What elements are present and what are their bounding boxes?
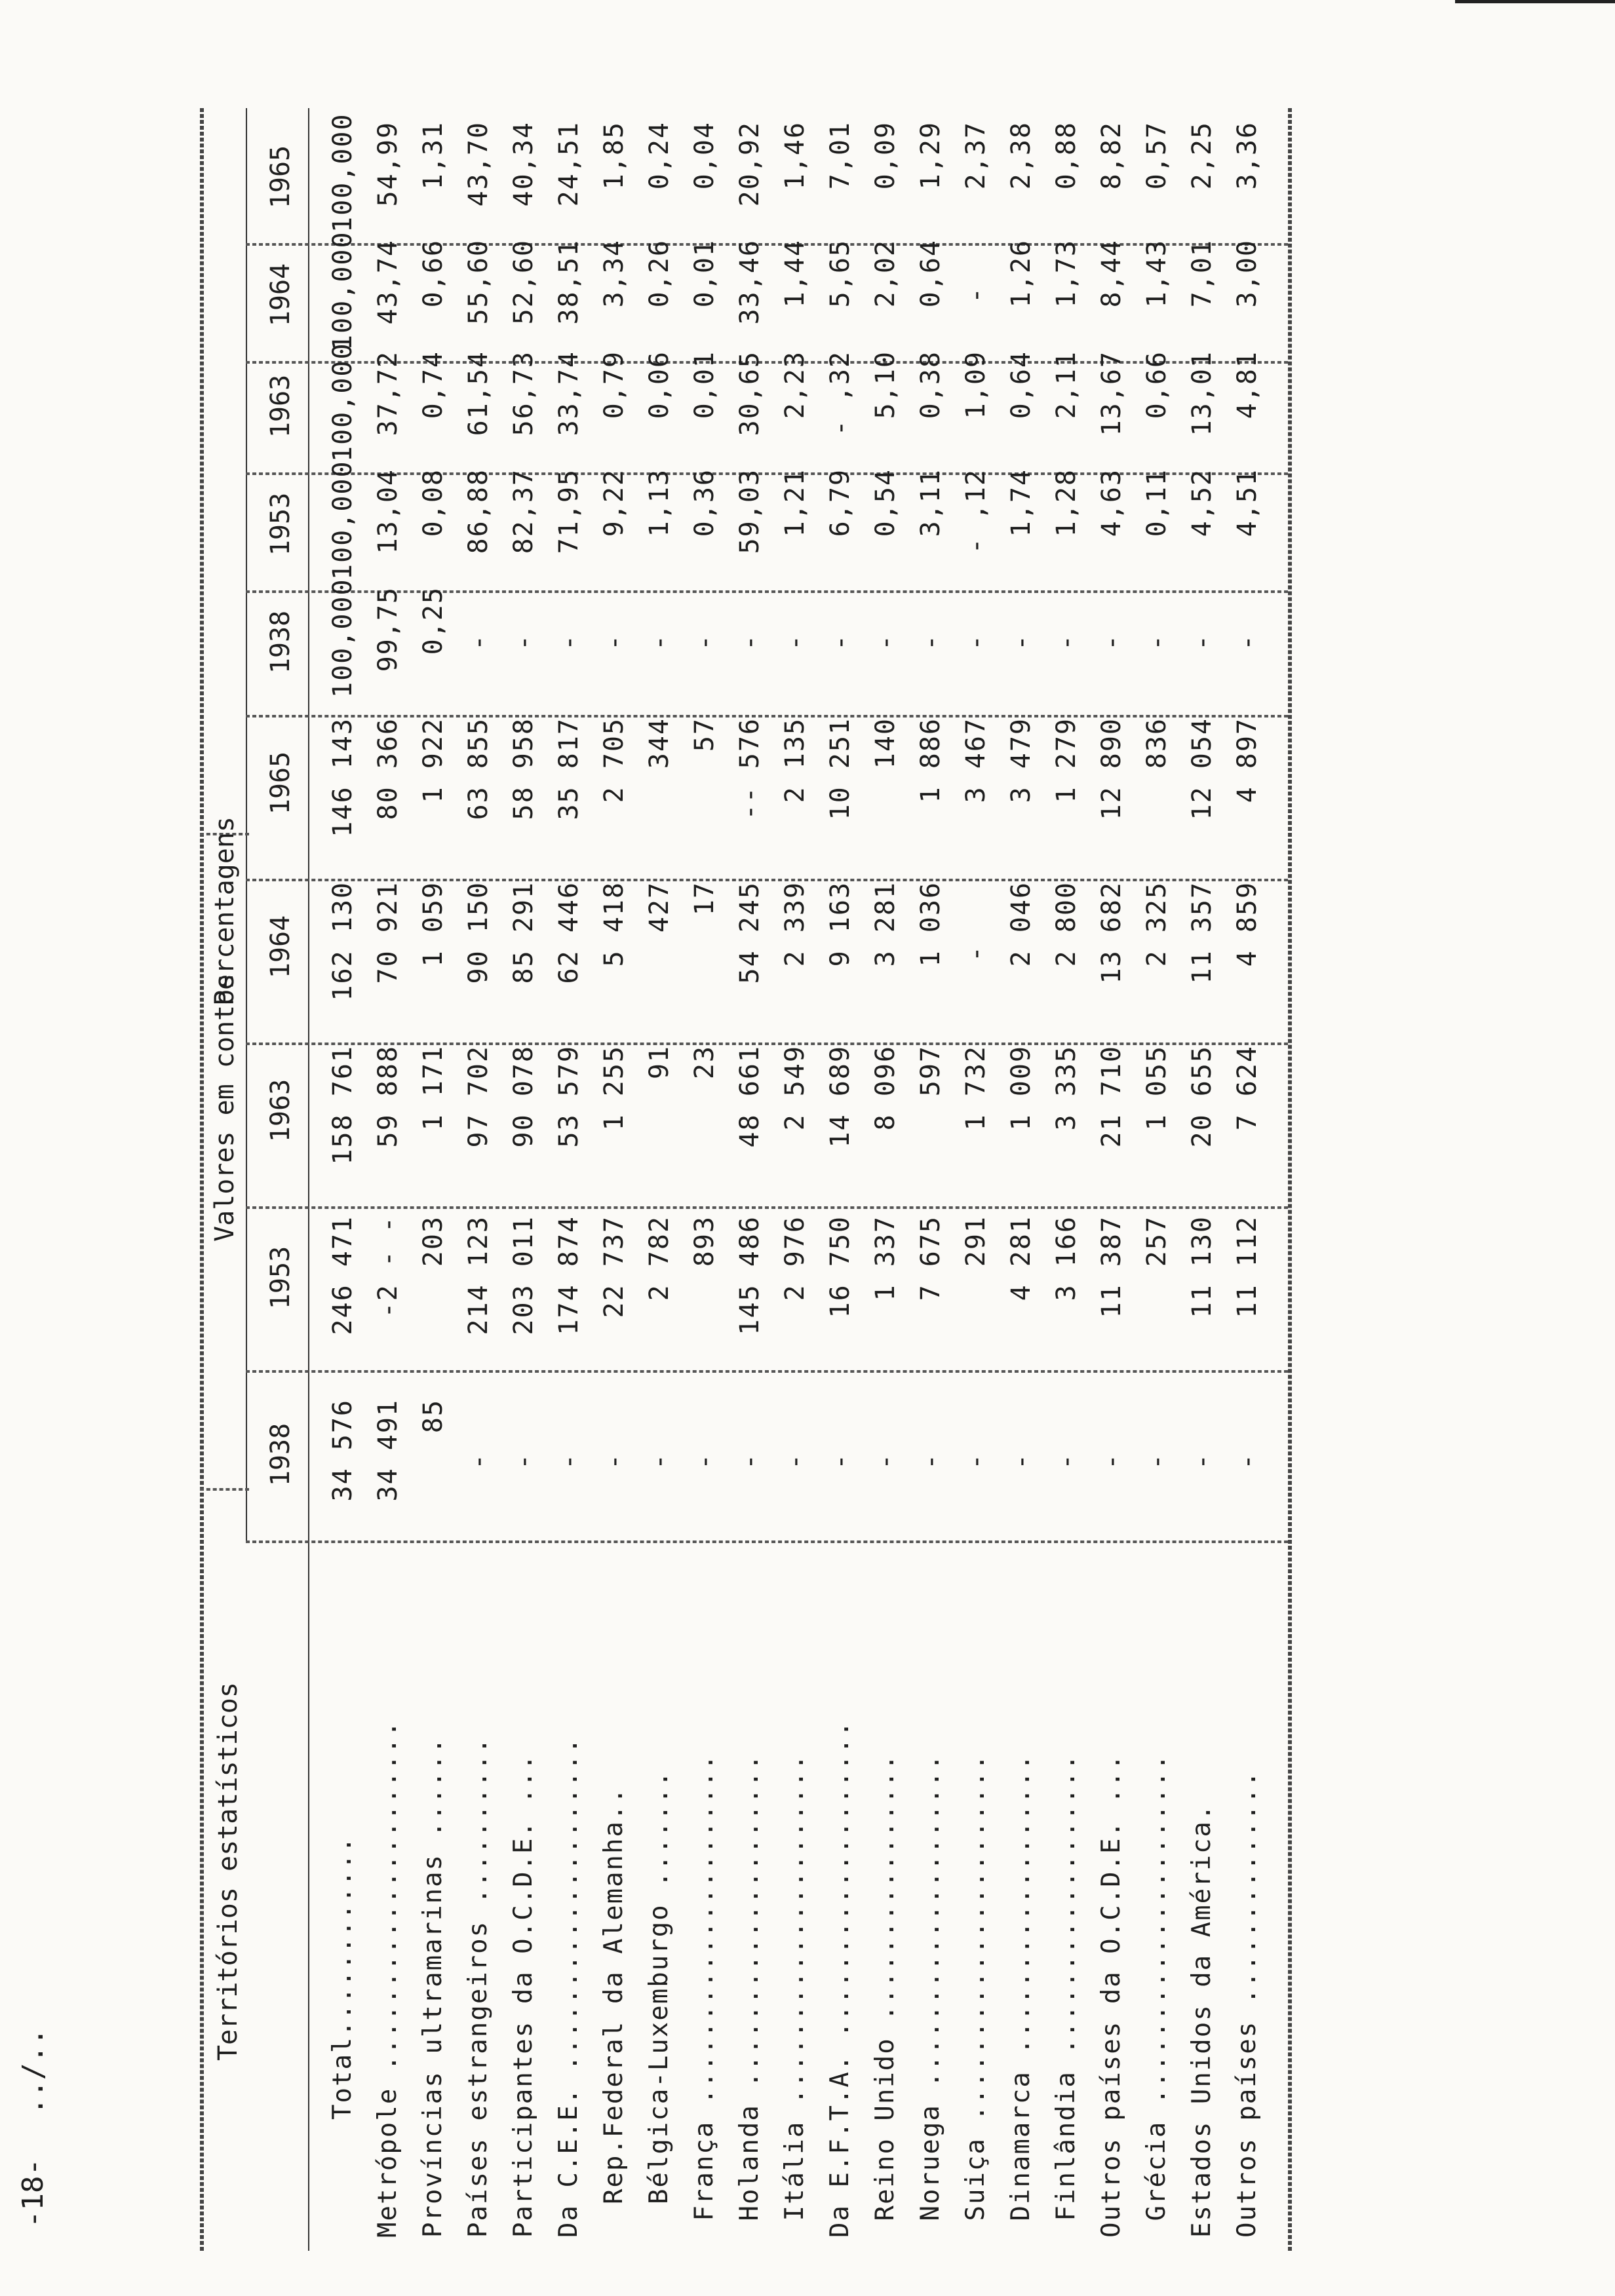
percentage-cell: 3,34 [599, 239, 629, 308]
value-cell: 23 [690, 1045, 720, 1080]
value-cell: 14 689 [825, 1045, 855, 1148]
top-double-rule [200, 108, 204, 2251]
value-cell: - [735, 1452, 765, 1470]
percentage-cell: 100,000 [328, 231, 358, 351]
value-cell: 2 325 [1142, 881, 1172, 967]
percentage-cell: 100,000 [328, 578, 358, 698]
value-cell: 2 046 [1006, 881, 1036, 967]
percentage-cell: 1,31 [418, 121, 448, 190]
row-label: Da E.F.T.A. ................... [825, 1720, 855, 2238]
row-label: Dinamarca .................. [1006, 1753, 1036, 2238]
value-cell: - [1006, 1452, 1036, 1470]
value-cell: 90 150 [463, 881, 494, 984]
percentage-cell: 0,09 [870, 121, 901, 190]
value-cell: 1 036 [916, 881, 946, 967]
value-cell: 2 705 [599, 718, 629, 803]
rotated-table [180, 108, 1301, 2251]
percentage-cell: - ,32 [825, 351, 855, 436]
percentage-cell: 1,13 [644, 469, 674, 537]
value-cell: - [1232, 1452, 1262, 1470]
percentage-cell: - [1232, 633, 1262, 651]
percentage-cell: 7,01 [1187, 239, 1217, 308]
value-cell: 90 078 [509, 1045, 539, 1148]
value-cell: 597 [916, 1045, 946, 1097]
value-cell: 1 279 [1051, 718, 1081, 803]
value-cell: -2 - - [373, 1215, 403, 1318]
value-cell: - [1097, 1452, 1127, 1470]
percentage-cell: 86,88 [463, 469, 494, 554]
value-cell: 97 702 [463, 1045, 494, 1148]
percentage-cell: 0,64 [1006, 351, 1036, 419]
value-cell: 63 855 [463, 718, 494, 820]
page-number [16, 2028, 50, 2228]
percentage-cell: 0,25 [418, 586, 448, 655]
percentage-cell: 1,29 [916, 121, 946, 190]
value-cell: 203 011 [509, 1215, 539, 1335]
value-cell: 4 859 [1232, 881, 1262, 967]
page-number-text: -18- [16, 2158, 50, 2228]
percentage-cell: 0,36 [690, 469, 720, 537]
percentage-cell: 3,36 [1232, 121, 1262, 190]
continuation-mark: ../.. [16, 2028, 50, 2115]
percentage-cell: 8,44 [1097, 239, 1127, 308]
percentage-cell: 4,52 [1187, 469, 1217, 537]
percentage-cell: 1,09 [961, 351, 991, 419]
row-label: Suiça ...................... [961, 1753, 990, 2238]
year-header-value: 1965 [265, 751, 296, 815]
percentage-cell: - [1006, 633, 1036, 651]
value-cell: 162 130 [328, 881, 358, 1001]
year-header-value: 1964 [265, 915, 296, 979]
value-cell: 62 446 [554, 881, 584, 984]
percentage-cell: 20,92 [735, 121, 765, 207]
value-cell: 11 130 [1187, 1215, 1217, 1318]
value-cell: 1 055 [1142, 1045, 1172, 1131]
value-cell: - [780, 1452, 810, 1470]
percentage-cell: 59,03 [735, 469, 765, 554]
value-cell: 54 245 [735, 881, 765, 984]
row-label: Grécia ..................... [1142, 1753, 1171, 2238]
percentage-cell: 1,26 [1006, 239, 1036, 308]
percentage-cell: 24,51 [554, 121, 584, 207]
value-cell: - [644, 1452, 674, 1470]
value-cell: 7 675 [916, 1215, 946, 1301]
value-cell: 10 251 [825, 718, 855, 820]
row-label: Países estrangeiros .......... [463, 1736, 493, 2238]
percentage-cell: 33,46 [735, 239, 765, 325]
percentage-cell: 4,51 [1232, 469, 1262, 537]
percentage-cell: 30,65 [735, 351, 765, 436]
percentage-cell: 0,88 [1051, 121, 1081, 190]
percentage-cell: - [1187, 633, 1217, 651]
year-header-percentage: 1963 [265, 374, 296, 438]
percentage-cell: 13,01 [1187, 351, 1217, 436]
year-header-value: 1953 [265, 1246, 296, 1310]
value-cell: 80 366 [373, 718, 403, 820]
value-cell: - [463, 1452, 494, 1470]
value-cell: 91 [644, 1045, 674, 1080]
value-cell: 20 655 [1187, 1045, 1217, 1148]
value-cell: 35 817 [554, 718, 584, 820]
value-cell: 12 890 [1097, 718, 1127, 820]
value-cell: 214 123 [463, 1215, 494, 1335]
bottom-double-rule [1288, 108, 1292, 2251]
value-cell: 17 [690, 881, 720, 916]
row-label: Holanda .................... [735, 1753, 764, 2238]
year-header-percentage: 1965 [265, 145, 296, 209]
group-divider-top [200, 1488, 249, 1491]
percentage-cell: 2,23 [780, 351, 810, 419]
percentage-cell: 33,74 [554, 351, 584, 436]
percentage-cell: 0,74 [418, 351, 448, 419]
percentage-cell: 2,25 [1187, 121, 1217, 190]
percentage-cell: - [961, 286, 991, 304]
value-cell: - [870, 1452, 901, 1470]
percentage-cell: 5,65 [825, 239, 855, 308]
year-header-value: 1963 [265, 1079, 296, 1143]
percentage-cell: - [916, 633, 946, 651]
percentage-cell: 6,79 [825, 469, 855, 537]
header-territories: Territórios estatísticos [213, 1682, 243, 2061]
column-divider [246, 1540, 1288, 1543]
percentage-cell: 0,66 [418, 239, 448, 308]
value-cell: 2 976 [780, 1215, 810, 1301]
percentage-cell: - [509, 633, 539, 651]
row-label: Bélgica-Luxemburgo ....... [644, 1770, 674, 2238]
percentage-cell: - ,12 [961, 469, 991, 554]
value-cell: 174 874 [554, 1215, 584, 1335]
value-cell: 16 750 [825, 1215, 855, 1318]
value-cell: 2 339 [780, 881, 810, 967]
value-cell: 145 486 [735, 1215, 765, 1335]
value-cell: 34 576 [328, 1399, 358, 1502]
value-cell: 57 [690, 718, 720, 752]
value-cell: 291 [961, 1215, 991, 1267]
row-label: Itália ..................... [780, 1753, 809, 2238]
percentage-cell: 0,06 [644, 351, 674, 419]
percentage-cell: 5,10 [870, 351, 901, 419]
value-cell: 70 921 [373, 881, 403, 984]
percentage-cell: 2,38 [1006, 121, 1036, 190]
percentage-cell: 0,54 [870, 469, 901, 537]
column-divider [246, 1370, 1288, 1373]
percentage-cell: 1,74 [1006, 469, 1036, 537]
year-header-percentage: 1964 [265, 263, 296, 327]
row-label: Noruega .................... [916, 1753, 945, 2238]
percentage-cell: 4,81 [1232, 351, 1262, 419]
row-label: Estados Unidos da América. [1187, 1803, 1216, 2238]
row-label: Da C.E.E. .................... [554, 1736, 583, 2238]
percentage-cell: 1,43 [1142, 239, 1172, 308]
value-cell: 344 [644, 718, 674, 769]
percentage-cell: - [870, 633, 901, 651]
value-cell: 12 054 [1187, 718, 1217, 820]
row-label: Reino Unido ................ [870, 1753, 900, 2238]
value-cell: 58 958 [509, 718, 539, 820]
value-cell: - [1187, 1452, 1217, 1470]
value-cell: 427 [644, 881, 674, 933]
percentage-cell: - [780, 633, 810, 651]
percentage-cell: 1,85 [599, 121, 629, 190]
value-cell: 1 059 [418, 881, 448, 967]
percentage-cell: 0,64 [916, 239, 946, 308]
row-label: Rep.Federal da Alemanha.. [599, 1787, 629, 2238]
value-cell: - [825, 1452, 855, 1470]
percentage-cell: - [554, 633, 584, 651]
percentage-cell: 1,44 [780, 239, 810, 308]
percentage-cell: - [825, 633, 855, 651]
value-cell: 203 [418, 1215, 448, 1267]
percentage-cell: 71,95 [554, 469, 584, 554]
percentage-cell: 0,04 [690, 121, 720, 190]
percentage-cell: 4,63 [1097, 469, 1127, 537]
row-label: Metrópole ..................... [373, 1720, 402, 2238]
percentage-cell: 0,38 [916, 351, 946, 419]
value-cell: 836 [1142, 718, 1172, 769]
value-cell: 893 [690, 1215, 720, 1267]
percentage-cell: 13,67 [1097, 351, 1127, 436]
percentage-cell: 2,37 [961, 121, 991, 190]
percentage-cell: 82,37 [509, 469, 539, 554]
value-cell: 2 782 [644, 1215, 674, 1301]
value-cell: 22 737 [599, 1215, 629, 1318]
percentage-cell: - [961, 633, 991, 651]
value-cell: 146 143 [328, 718, 358, 837]
value-cell: 5 418 [599, 881, 629, 967]
value-cell: 158 761 [328, 1045, 358, 1165]
corner-rule [1455, 0, 1615, 3]
value-cell: - [509, 1452, 539, 1470]
percentage-cell: 56,73 [509, 351, 539, 436]
value-cell: 4 281 [1006, 1215, 1036, 1301]
header-percentages: Percentagens [210, 816, 240, 1006]
value-cell: 11 357 [1187, 881, 1217, 984]
value-cell: 1 171 [418, 1045, 448, 1131]
percentage-cell: 0,66 [1142, 351, 1172, 419]
value-cell: 4 897 [1232, 718, 1262, 803]
header-values: Valores em contos [210, 973, 240, 1242]
percentage-cell: 8,82 [1097, 121, 1127, 190]
percentage-cell: 0,11 [1142, 469, 1172, 537]
value-cell: 53 579 [554, 1045, 584, 1148]
percentage-cell: 52,60 [509, 239, 539, 325]
value-cell: 1 009 [1006, 1045, 1036, 1131]
value-cell: 246 471 [328, 1215, 358, 1335]
percentage-cell: 99,75 [373, 586, 403, 672]
value-cell: 3 281 [870, 881, 901, 967]
percentage-cell: 100,000 [328, 342, 358, 462]
percentage-cell: - [1142, 633, 1172, 651]
value-cell: 257 [1142, 1215, 1172, 1267]
value-cell: 3 166 [1051, 1215, 1081, 1301]
percentage-cell: 38,51 [554, 239, 584, 325]
value-cell: - [1051, 1452, 1081, 1470]
percentage-cell: 0,08 [418, 469, 448, 537]
column-divider [246, 1206, 1288, 1209]
percentage-cell: 37,72 [373, 351, 403, 436]
value-cell: 2 549 [780, 1045, 810, 1131]
value-cell: 3 479 [1006, 718, 1036, 803]
value-cell: 85 291 [509, 881, 539, 984]
percentage-cell: 0,24 [644, 121, 674, 190]
percentage-cell: 0,01 [690, 351, 720, 419]
percentage-cell: - [690, 633, 720, 651]
value-cell: 48 661 [735, 1045, 765, 1148]
row-label: Total............ [328, 1835, 357, 2120]
percentage-cell: - [1097, 633, 1127, 651]
percentage-cell: 100,000 [328, 113, 358, 233]
value-cell: 34 491 [373, 1399, 403, 1502]
row-label: Outros países da O.C.D.E. ... [1097, 1753, 1126, 2238]
value-cell: 2 135 [780, 718, 810, 803]
percentage-cell: 2,11 [1051, 351, 1081, 419]
percentage-cell: 9,22 [599, 469, 629, 537]
percentage-cell: 0,79 [599, 351, 629, 419]
value-cell: 2 800 [1051, 881, 1081, 967]
row-label: Outros países .............. [1232, 1770, 1262, 2238]
percentage-cell: 100,000 [328, 460, 358, 580]
value-cell: 1 732 [961, 1045, 991, 1131]
percentage-cell: 2,02 [870, 239, 901, 308]
percentage-cell: 1,28 [1051, 469, 1081, 537]
percentage-cell: 3,11 [916, 469, 946, 537]
value-cell: 1 886 [916, 718, 946, 803]
percentage-cell: 40,34 [509, 121, 539, 207]
year-header-value: 1938 [265, 1423, 296, 1487]
percentage-cell: 43,74 [373, 239, 403, 325]
value-cell: 13 682 [1097, 881, 1127, 984]
value-cell: - [554, 1452, 584, 1470]
value-cell: 1 922 [418, 718, 448, 803]
value-cell: - [599, 1452, 629, 1470]
value-cell: 11 112 [1232, 1215, 1262, 1318]
percentage-cell: - [644, 633, 674, 651]
percentage-cell: 0,26 [644, 239, 674, 308]
value-cell: 9 163 [825, 881, 855, 967]
percentage-cell: - [735, 633, 765, 651]
percentage-cell: 61,54 [463, 351, 494, 436]
percentage-cell: 0,01 [690, 239, 720, 308]
value-cell: - [961, 1452, 991, 1470]
value-cell: 7 624 [1232, 1045, 1262, 1131]
value-cell: 85 [418, 1399, 448, 1434]
value-cell: 1 255 [599, 1045, 629, 1131]
year-header-percentage: 1938 [265, 610, 296, 674]
percentage-cell: 55,60 [463, 239, 494, 325]
value-cell: 11 387 [1097, 1215, 1127, 1318]
value-cell: 21 710 [1097, 1045, 1127, 1148]
percentage-cell: - [463, 633, 494, 651]
row-label: Províncias ultramarinas ...... [418, 1736, 448, 2238]
percentage-cell: 1,73 [1051, 239, 1081, 308]
value-cell: 140 [870, 718, 901, 769]
row-label: França ..................... [690, 1753, 719, 2238]
percentage-cell: 43,70 [463, 121, 494, 207]
row-label: Participantes da O.C.D.E. ... [509, 1753, 538, 2238]
value-cell: 59 888 [373, 1045, 403, 1148]
value-cell: - [1142, 1452, 1172, 1470]
percentage-cell: 3,00 [1232, 239, 1262, 308]
value-cell: -- 576 [735, 718, 765, 820]
year-header-percentage: 1953 [265, 492, 296, 556]
row-label: Finlândia .................. [1051, 1753, 1081, 2238]
percentage-cell: 54,99 [373, 121, 403, 207]
value-cell: 1 337 [870, 1215, 901, 1301]
value-cell: - [690, 1452, 720, 1470]
value-cell: - [961, 944, 991, 963]
value-cell: 3 467 [961, 718, 991, 803]
value-cell: - [916, 1452, 946, 1470]
header-rule [308, 108, 309, 2251]
percentage-cell: - [599, 633, 629, 651]
value-cell: 8 096 [870, 1045, 901, 1131]
percentage-cell: 0,57 [1142, 121, 1172, 190]
percentage-cell: 1,21 [780, 469, 810, 537]
subheader-rule [246, 108, 247, 1543]
percentage-cell: - [1051, 633, 1081, 651]
percentage-cell: 13,04 [373, 469, 403, 554]
percentage-cell: 1,46 [780, 121, 810, 190]
value-cell: 3 335 [1051, 1045, 1081, 1131]
percentage-cell: 7,01 [825, 121, 855, 190]
